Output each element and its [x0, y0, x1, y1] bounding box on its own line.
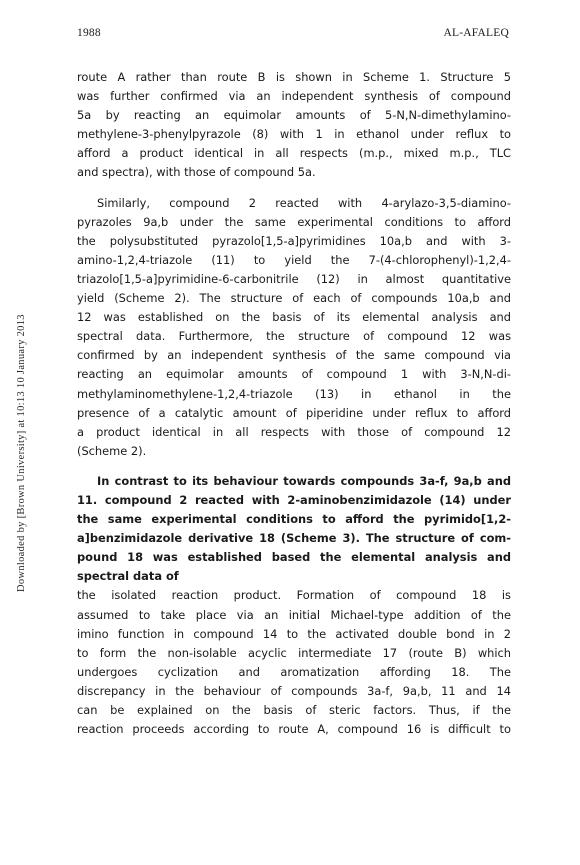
text-line: afford a product identical in all respects (m.p., mixed m.p., TLC [77, 146, 511, 161]
paragraph-similarly [77, 194, 511, 461]
text-line: pound 18 was established based the elemental analysis and [77, 550, 511, 565]
text-line: can be explained on the basis of steric factors. Thus, if the [77, 703, 511, 717]
text-line: methylene-3-phenylpyrazole (8) with 1 in ethanol under reflux to [77, 127, 511, 142]
body-text [77, 68, 511, 739]
text-line: the polysubstituted pyrazolo[1,5-a]pyrimidines 10a,b and with 3- [77, 233, 511, 248]
text-line: yield (Scheme 2). The structure of each of compounds 10a,b and [77, 291, 511, 306]
text-line: to form the non-isolable acyclic intermediate 17 (route B) which [77, 645, 511, 660]
paragraph-isolated-product [77, 586, 511, 739]
paragraph-route-a [77, 68, 511, 183]
page-number: 1988 [77, 27, 101, 39]
text-line: undergoes cyclization and aromatization affording 18. The [77, 664, 511, 679]
text-line: spectral data of [77, 569, 179, 584]
text-line: methylaminomethylene-1,2,4-triazole (13) in ethanol in the [77, 386, 511, 401]
text-line: a]benzimidazole derivative 18 (Scheme 3). The structure of com- [77, 531, 511, 546]
text-line: assumed to take place via an initial Michael-type addition of the [77, 607, 511, 622]
text-line: In contrast to its behaviour towards compounds 3a-f, 9a,b and [97, 473, 511, 488]
text-line: triazolo[1,5-a]pyrimidine-6-carbonitrile (12) in almost quantitative [77, 271, 511, 286]
text-line: route A rather than route B is shown in Scheme 1. Structure 5 [77, 70, 511, 84]
text-line: a product identical in all respects with those of compound 12 [77, 424, 511, 439]
paragraph-in-contrast [77, 472, 511, 587]
text-line: 5a by reacting an equimolar amounts of 5-N,N-dimethylamino- [77, 108, 511, 123]
text-line: the isolated reaction product. Formation of compound 18 is [77, 588, 511, 603]
text-line: reaction proceeds according to route A, compound 16 is difficult to [77, 722, 511, 737]
text-line: was further confirmed via an independent synthesis of compound [77, 89, 511, 104]
text-line: 12 was established on the basis of its elemental analysis and [77, 310, 511, 325]
text-line: imino function in compound 14 to the activated double bond in 2 [77, 626, 511, 641]
text-line: presence of a catalytic amount of piperidine under reflux to afford [77, 405, 511, 420]
text-line: pyrazoles 9a,b under the same experimental conditions to afford [77, 214, 511, 229]
text-line: spectral data. Furthermore, the structure of compound 12 was [77, 329, 511, 344]
text-line: amino-1,2,4-triazole (11) to yield the 7-(4-chlorophenyl)-1,2,4- [77, 252, 511, 267]
text-line: the same experimental conditions to afford the pyrimido[1,2- [77, 512, 511, 527]
running-head: AL-AFALEQ [443, 27, 509, 39]
text-line: reacting an equimolar amounts of compound 1 with 3-N,N-di- [77, 367, 511, 382]
text-line: 11. compound 2 reacted with 2-aminobenzimidazole (14) under [77, 492, 511, 507]
text-line: confirmed by an independent synthesis of the same compound via [77, 348, 511, 363]
text-line: Similarly, compound 2 reacted with 4-arylazo-3,5-diamino- [97, 195, 511, 210]
text-line: discrepancy in the behaviour of compounds 3a-f, 9a,b, 11 and 14 [77, 683, 511, 698]
download-watermark: Downloaded by [Brown University] at 10:13 10 January 2013 [16, 314, 27, 592]
text-line: and spectra), with those of compound 5a. [77, 165, 316, 180]
text-line: (Scheme 2). [77, 443, 147, 458]
